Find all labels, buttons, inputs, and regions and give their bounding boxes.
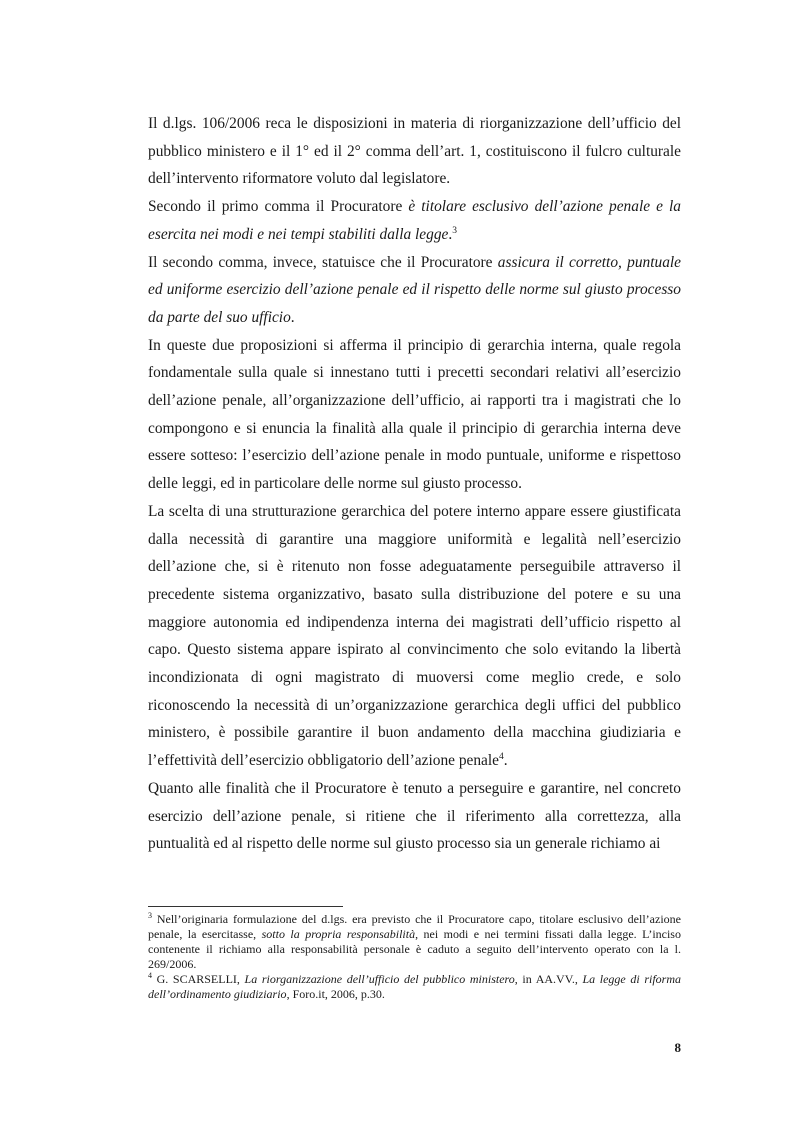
page-number: 8 [674, 1040, 681, 1055]
footnote-3-italic: sotto la propria responsabilità [261, 927, 416, 941]
paragraph-4: In queste due proposizioni si afferma il principio di gerarchia interna, quale regola fondamentale sulla quale si innestano tutti i precetti secondari relativi all’esercizio dell’azione penale, all’organizzazione dell’ufficio, ai rapporti tra i magistrati che lo compongono e si enuncia la finalità alla quale il principio di gerarchia interna deve essere sotteso: l’esercizio dell’azione penale in modo puntuale, uniforme e rispettoso delle leggi, ed in particolare delle norme sul giusto processo. [148, 336, 681, 493]
paragraph-2 [148, 193, 681, 248]
footnotes [148, 912, 681, 1002]
paragraph-5-text: La scelta di una strutturazione gerarchica del potere interno appare essere giustificata dalla necessità di garantire una maggiore uniformità e legalità nell’esercizio dell’azione che, si è ritenuto non fosse adeguatamente perseguibile attraverso il precedente sistema organizzativo, basato sulla distribuzione del potere e su una maggiore autonomia ed indipendenza interna dei magistrati dell’ufficio rispetto al capo. Questo sistema appare ispirato al convincimento che solo evitando la libertà incondizionata di ogni magistrato di muoversi come meglio crede, e solo riconoscendo la necessità di un’organizzazione gerarchica degli uffici del pubblico ministero, è possibile garantire il buon andamento della macchina giudiziaria e l’effettività dell’esercizio obbligatorio dell’azione penale [148, 502, 681, 770]
footnote-4-title: La riorganizzazione dell’ufficio del pubblico ministero [244, 972, 515, 986]
footnote-4-end: , Foro.it, 2006, p.30. [286, 987, 385, 1001]
footnote-ref-3[interactable]: 3 [452, 225, 457, 236]
paragraph-6: Quanto alle finalità che il Procuratore è tenuto a perseguire e garantire, nel concreto esercizio dell’azione penale, si ritiene che il riferimento alla correttezza, alla puntualità ed al rispetto delle norme sul giusto processo sia un generale richiamo ai [148, 779, 681, 853]
footnote-3 [148, 912, 681, 972]
paragraph-3-end: . [290, 308, 295, 326]
paragraph-3-italic: assicura il corretto, puntuale ed uniforme esercizio dell’azione penale ed il rispetto delle norme sul giusto processo da parte del suo ufficio [148, 253, 681, 326]
footnote-4-number: 4 [148, 971, 152, 980]
paragraph-2-end: . [448, 225, 453, 243]
paragraph-3 [148, 249, 681, 332]
paragraph-1: Il d.lgs. 106/2006 reca le disposizioni in materia di riorganizzazione dell’ufficio del pubblico ministero e il 1° ed il 2° comma dell’art. 1, costituiscono il fulcro culturale dell’intervento riformatore voluto dal legislatore. [148, 115, 681, 188]
footnote-3-number: 3 [148, 911, 152, 920]
footnote-ref-4[interactable]: 4 [498, 752, 504, 763]
paragraph-5-end: . [503, 752, 508, 770]
paragraph-3-text: Il secondo comma, invece, statuisce che il Procuratore [148, 253, 498, 271]
paragraph-2-text: Secondo il primo comma il Procuratore [148, 198, 409, 216]
body-text [148, 110, 681, 858]
footnote-divider [148, 906, 343, 907]
footnote-4-author: G. SCARSELLI, [152, 972, 245, 986]
footnote-4-middle: , in AA.VV., [514, 972, 583, 986]
paragraph-2-italic: è titolare esclusivo dell’azione penale e la esercita nei modi e nei tempi stabiliti dalla legge [148, 198, 681, 243]
footnote-3-text: Nell’originaria formulazione del d.lgs. era previsto che il Procuratore capo, titolare esclusivo dell’azione penale, la esercitasse, [148, 912, 681, 941]
footnote-3-end: , nei modi e nei termini fissati dalla legge. L’inciso contenente il richiamo alla responsabilità personale è caduto a seguito dell’intervento operato con la l. 269/2006. [148, 927, 681, 971]
footnote-4-book: La legge di riforma dell’ordinamento giudiziario [148, 972, 681, 1001]
footnote-4 [148, 972, 681, 1002]
paragraph-5 [148, 498, 681, 775]
